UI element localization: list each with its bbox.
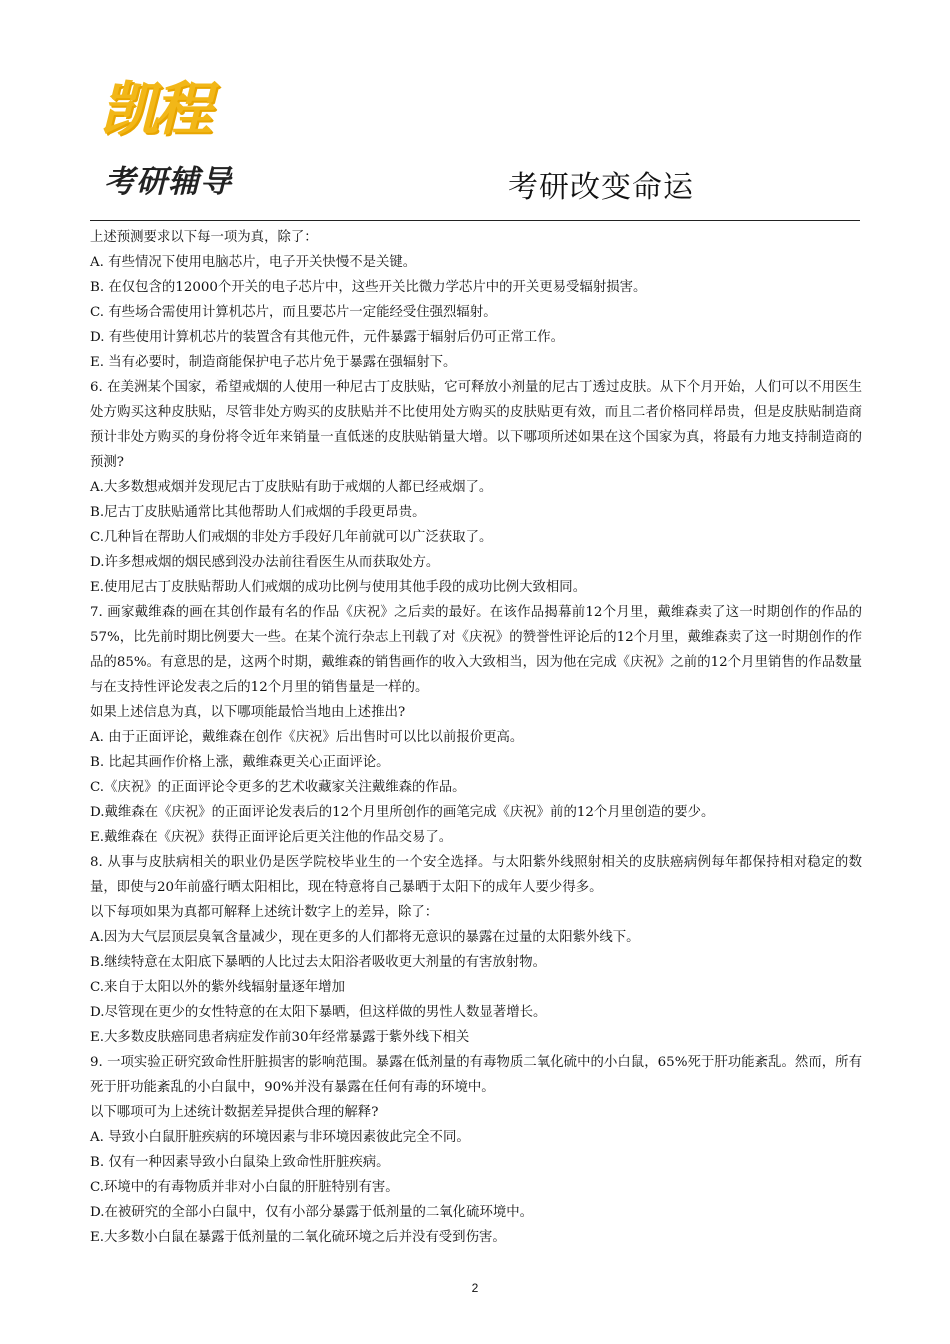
q6-stem: 6. 在美洲某个国家，希望戒烟的人使用一种尼古丁皮肤贴，它可释放小剂量的尼古丁透过皮肤。从下个月开始，人们可以不用医生处方购买这种皮肤贴，尽管非处方购买的皮肤贴并不比使用处方购买的皮肤贴更有效，而且二者价格同样昂贵，但是皮肤贴制造商预计非处方购买的身份将令近年来销量一直低迷的皮肤贴销量大增。以下哪项所述如果在这个国家为真，将最有力地支持制造商的预测? (90, 380, 862, 470)
q9-option-d: D.在被研究的全部小白鼠中，仅有小部分暴露于低剂量的二氧化硫环境中。 (90, 1205, 534, 1220)
q8-question: 以下每项如果为真都可解释上述统计数字上的差异，除了： (90, 905, 439, 920)
q6-option-a: A.大多数想戒烟并发现尼古丁皮肤贴有助于戒烟的人都已经戒烟了。 (90, 480, 493, 495)
q7-question: 如果上述信息为真，以下哪项能最恰当地由上述推出? (90, 705, 406, 720)
brand-logo (96, 75, 266, 200)
q8-option-d: D.尽管现在更少的女性特意的在太阳下暴晒，但这样做的男性人数显著增长。 (90, 1005, 547, 1020)
q8-option-c: C.来自于太阳以外的紫外线辐射量逐年增加 (90, 980, 346, 995)
q6-option-c: C.几种旨在帮助人们戒烟的非处方手段好几年前就可以广泛获取了。 (90, 530, 493, 545)
header-rule (90, 220, 860, 221)
q5-option-d: D. 有些使用计算机芯片的装置含有其他元件，元件暴露于辐射后仍可正常工作。 (90, 330, 565, 345)
q5-option-a: A. 有些情况下使用电脑芯片，电子开关快慢不是关键。 (90, 255, 417, 270)
logo-subtitle: 考研辅导 (104, 164, 232, 200)
q7-option-e: E.戴维森在《庆祝》获得正面评论后更关注他的作品交易了。 (90, 830, 453, 845)
q9-stem: 9. 一项实验正研究致命性肝脏损害的影响范围。暴露在低剂量的有毒物质二氧化硫中的小白鼠，65%死于肝功能紊乱。然而，所有死于肝功能紊乱的小白鼠中，90%并没有暴露在任何有毒的环境中。 (90, 1055, 862, 1095)
q8-option-b: B.继续特意在太阳底下暴晒的人比过去太阳浴者吸收更大剂量的有害放射物。 (90, 955, 546, 970)
q5-option-c: C. 有些场合需使用计算机芯片，而且要芯片一定能经受住强烈辐射。 (90, 305, 497, 320)
q9-option-c: C.环境中的有毒物质并非对小白鼠的肝脏特别有害。 (90, 1180, 399, 1195)
q7-option-c: C.《庆祝》的正面评论令更多的艺术收藏家关注戴维森的作品。 (90, 780, 466, 795)
q8-option-e: E.大多数皮肤癌同患者病症发作前30年经常暴露于紫外线下相关 (90, 1030, 470, 1045)
q8-stem: 8. 从事与皮肤病相关的职业仍是医学院校毕业生的一个安全选择。与太阳紫外线照射相关的皮肤癌病例每年都保持相对稳定的数量，即使与20年前盛行晒太阳相比，现在特意将自己暴晒于太阳下的成年人要少得多。 (90, 855, 862, 895)
q7-option-a: A. 由于正面评论，戴维森在创作《庆祝》后出售时可以比以前报价更高。 (90, 730, 524, 745)
logo-mark: 凯程 (100, 75, 209, 143)
q9-option-b: B. 仅有一种因素导致小白鼠染上致命性肝脏疾病。 (90, 1155, 390, 1170)
header-slogan: 考研改变命运 (508, 170, 694, 205)
q9-option-a: A. 导致小白鼠肝脏疾病的环境因素与非环境因素彼此完全不同。 (90, 1130, 470, 1145)
q5-option-b: B. 在仅包含的12000个开关的电子芯片中，这些开关比微力学芯片中的开关更易受辐射损害。 (90, 280, 647, 295)
document-body (90, 225, 862, 1250)
q6-option-b: B.尼古丁皮肤贴通常比其他帮助人们戒烟的手段更昂贵。 (90, 505, 426, 520)
q9-option-e: E.大多数小白鼠在暴露于低剂量的二氧化硫环境之后并没有受到伤害。 (90, 1230, 506, 1245)
q5-question: 上述预测要求以下每一项为真，除了： (90, 230, 318, 245)
q5-option-e: E. 当有必要时，制造商能保护电子芯片免于暴露在强辐射下。 (90, 355, 457, 370)
q7-stem: 7. 画家戴维森的画在其创作最有名的作品《庆祝》之后卖的最好。在该作品揭幕前12个月里，戴维森卖了这一时期创作的作品的57%，比先前时期比例要大一些。在某个流行杂志上刊载了对《庆祝》的赞誉性评论后的12个月里，戴维森卖了这一时期创作的作品的85%。有意思的是，这两个时期，戴维森的销售画作的收入大致相当，因为他在完成《庆祝》之前的12个月里销售的作品数量与在支持性评论发表之后的12个月里的销售量是一样的。 (90, 605, 862, 695)
page-number: 2 (471, 1281, 479, 1295)
q6-option-e: E.使用尼古丁皮肤贴帮助人们戒烟的成功比例与使用其他手段的成功比例大致相同。 (90, 580, 587, 595)
q7-option-d: D.戴维森在《庆祝》的正面评论发表后的12个月里所创作的画笔完成《庆祝》前的12个月里创造的要少。 (90, 805, 715, 820)
q6-option-d: D.许多想戒烟的烟民感到没办法前往看医生从而获取处方。 (90, 555, 440, 570)
q9-question: 以下哪项可为上述统计数据差异提供合理的解释? (90, 1105, 379, 1120)
q7-option-b: B. 比起其画作价格上涨，戴维森更关心正面评论。 (90, 755, 390, 770)
q8-option-a: A.因为大气层顶层臭氧含量减少，现在更多的人们都将无意识的暴露在过量的太阳紫外线下。 (90, 930, 640, 945)
